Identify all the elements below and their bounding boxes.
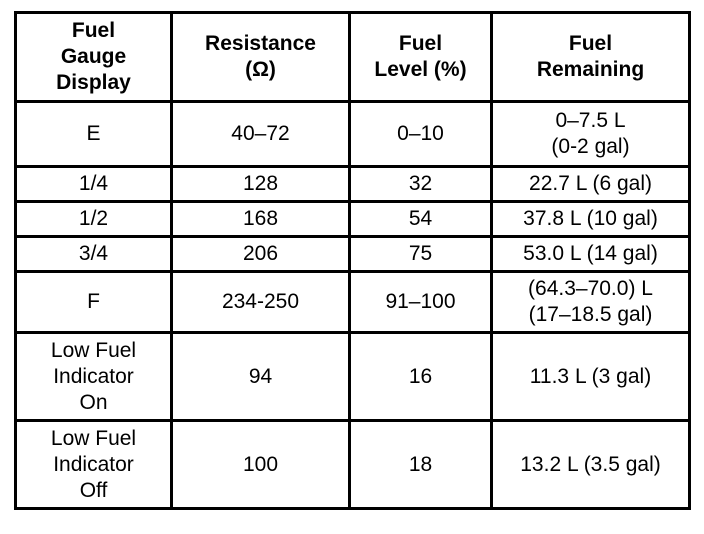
gauge-display-cell: Low Fuel Indicator On [16,333,172,421]
gauge-display-cell: 3/4 [16,237,172,272]
fuel-level-cell: 32 [350,167,492,202]
fuel-remaining-cell: 0–7.5 L (0-2 gal) [492,102,690,167]
header-fuel-level: Fuel Level (%) [350,13,492,102]
header-gauge-display: Fuel Gauge Display [16,13,172,102]
fuel-remaining-cell: 37.8 L (10 gal) [492,202,690,237]
resistance-cell: 168 [172,202,350,237]
gauge-display-cell: E [16,102,172,167]
table-row [16,237,690,272]
fuel-remaining-cell: 13.2 L (3.5 gal) [492,421,690,509]
fuel-level-cell: 0–10 [350,102,492,167]
resistance-cell: 206 [172,237,350,272]
header-row [16,13,690,102]
gauge-display-cell: F [16,272,172,333]
header-fuel-remaining: Fuel Remaining [492,13,690,102]
resistance-cell: 234-250 [172,272,350,333]
fuel-remaining-cell: 53.0 L (14 gal) [492,237,690,272]
resistance-cell: 128 [172,167,350,202]
table-row [16,421,690,509]
table-row [16,333,690,421]
resistance-cell: 94 [172,333,350,421]
fuel-level-cell: 75 [350,237,492,272]
table-row [16,202,690,237]
fuel-remaining-cell: 22.7 L (6 gal) [492,167,690,202]
gauge-display-cell: Low Fuel Indicator Off [16,421,172,509]
fuel-level-cell: 91–100 [350,272,492,333]
resistance-cell: 40–72 [172,102,350,167]
table-row [16,102,690,167]
fuel-remaining-cell: (64.3–70.0) L (17–18.5 gal) [492,272,690,333]
fuel-gauge-table [14,11,691,510]
header-resistance: Resistance (Ω) [172,13,350,102]
gauge-display-cell: 1/2 [16,202,172,237]
table-row [16,167,690,202]
gauge-display-cell: 1/4 [16,167,172,202]
fuel-level-cell: 18 [350,421,492,509]
fuel-remaining-cell: 11.3 L (3 gal) [492,333,690,421]
fuel-level-cell: 16 [350,333,492,421]
resistance-cell: 100 [172,421,350,509]
table-row [16,272,690,333]
fuel-level-cell: 54 [350,202,492,237]
